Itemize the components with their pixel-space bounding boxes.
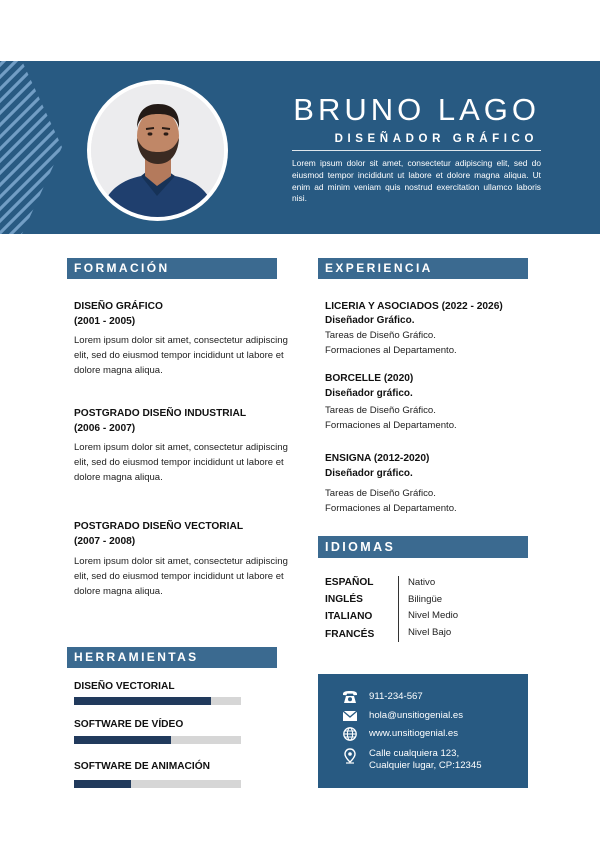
education-years: (2007 - 2008): [74, 536, 136, 547]
contact-website[interactable]: www.unsitiogenial.es: [369, 728, 459, 739]
education-years: (2001 - 2005): [74, 316, 136, 327]
experience-task: Tareas de Diseño Gráfico.: [325, 330, 436, 341]
section-experiencia-heading: EXPERIENCIA: [318, 258, 528, 279]
skill-bar-track: [74, 697, 241, 705]
location-icon: [342, 748, 358, 764]
phone-icon: [342, 690, 358, 704]
profile-photo: [91, 84, 224, 217]
email-icon: [342, 709, 358, 723]
education-description: Lorem ipsum dolor sit amet, consectetur adipiscing elit, sed do eiusmod tempor incididunt ut labore et dolore magna aliqua.: [74, 556, 288, 597]
language-divider: [398, 576, 399, 642]
language-level: Nativo: [408, 577, 436, 588]
experience-company: LICERIA Y ASOCIADOS (2022 - 2026): [325, 301, 503, 312]
skill-bar-fill: [74, 780, 131, 788]
experience-task: Formaciones al Departamento.: [325, 345, 457, 356]
skill-name: SOFTWARE DE VÍDEO: [74, 719, 184, 730]
language-level: Nivel Bajo: [408, 627, 452, 638]
skill-name: SOFTWARE DE ANIMACIÓN: [74, 761, 211, 772]
globe-icon: [342, 727, 358, 741]
education-degree: POSTGRADO DISEÑO INDUSTRIAL: [74, 408, 247, 419]
experience-role: Diseñador gráfico.: [325, 468, 413, 479]
language-level: Nivel Medio: [408, 610, 459, 621]
experience-company: ENSIGNA (2012-2020): [325, 453, 430, 464]
experience-task: Formaciones al Departamento.: [325, 503, 457, 514]
education-description: Lorem ipsum dolor sit amet, consectetur adipiscing elit, sed do eiusmod tempor incididunt ut labore et dolore magna aliqua.: [74, 335, 288, 376]
language-level: Bilingüe: [408, 594, 443, 605]
education-degree: POSTGRADO DISEÑO VECTORIAL: [74, 521, 244, 532]
language-name: INGLÉS: [325, 594, 363, 605]
language-name: FRANCÉS: [325, 629, 375, 640]
contact-phone[interactable]: 911-234-567: [369, 691, 423, 702]
job-title: DISEÑADOR GRÁFICO: [334, 133, 538, 145]
experience-role: Diseñador Gráfico.: [325, 315, 415, 326]
education-description: Lorem ipsum dolor sit amet, consectetur adipiscing elit, sed do eiusmod tempor incididunt ut labore et dolore magna aliqua.: [74, 442, 288, 483]
education-degree: DISEÑO GRÁFICO: [74, 301, 163, 312]
contact-address-line1: Calle cualquiera 123,: [369, 748, 460, 759]
contact-email[interactable]: hola@unsitiogenial.es: [369, 710, 464, 721]
candidate-name: BRUNO LAGO: [293, 92, 540, 127]
experience-task: Tareas de Diseño Gráfico.: [325, 488, 436, 499]
intro-text: Lorem ipsum dolor sit amet, consectetur adipiscing elit, sed do eiusmod tempor incididunt ut labore et dolore magna aliqua. Ut enim ad minim veniam quis nostrud exercitation ullamco laboris nisi.: [292, 158, 541, 204]
language-name: ESPAÑOL: [325, 577, 374, 588]
skill-bar-track: [74, 736, 241, 744]
experience-task: Tareas de Diseño Gráfico.: [325, 405, 436, 416]
skill-bar-fill: [74, 697, 211, 705]
experience-role: Diseñador gráfico.: [325, 388, 413, 399]
section-formacion-heading: FORMACIÓN: [67, 258, 277, 279]
skill-bar-track: [74, 780, 241, 788]
section-herramientas-heading: HERRAMIENTAS: [67, 647, 277, 668]
section-idiomas-heading: IDIOMAS: [318, 536, 528, 558]
language-name: ITALIANO: [325, 611, 373, 622]
skill-bar-fill: [74, 736, 171, 744]
skill-name: DISEÑO VECTORIAL: [74, 681, 175, 692]
education-years: (2006 - 2007): [74, 423, 136, 434]
diagonal-stripes-decoration: [0, 61, 70, 234]
experience-company: BORCELLE (2020): [325, 373, 414, 384]
header-divider: [292, 150, 541, 151]
experience-task: Formaciones al Departamento.: [325, 420, 457, 431]
contact-address-line2: Cualquier lugar, CP:12345: [369, 760, 482, 771]
